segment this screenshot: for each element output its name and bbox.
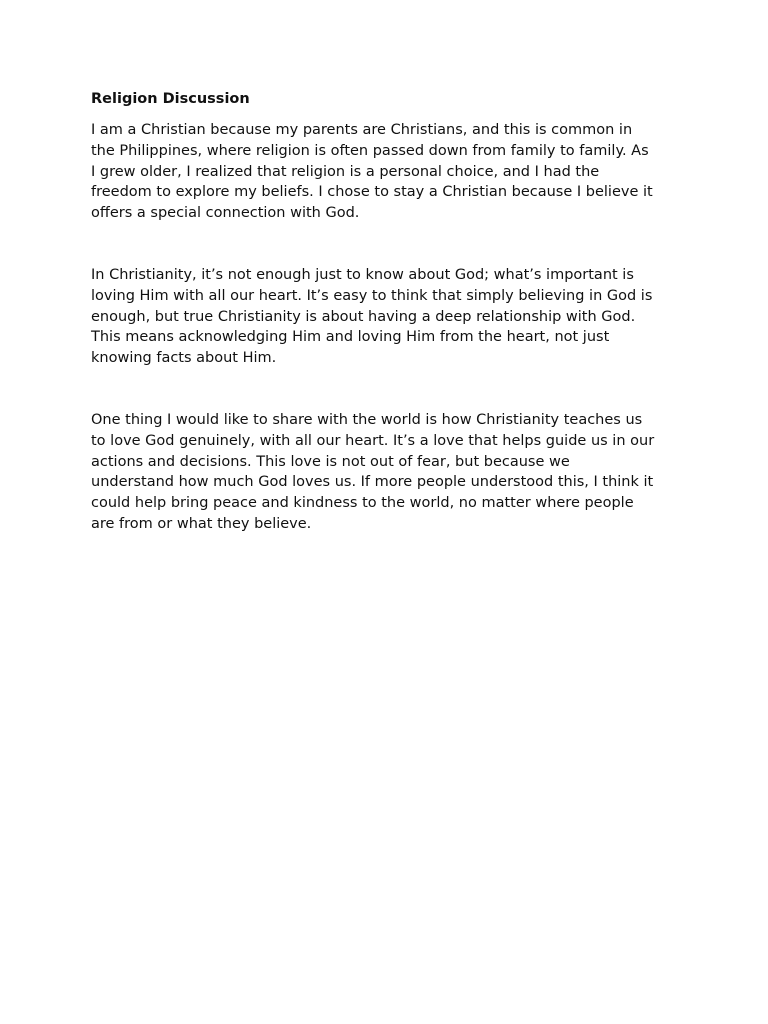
paragraph-2 <box>91 265 681 369</box>
document-page <box>91 89 681 535</box>
paragraph-line: This means acknowledging Him and loving Him from the heart, not just <box>91 329 610 346</box>
document-title: Religion Discussion <box>91 91 250 107</box>
paragraph-line: could help bring peace and kindness to the world, no matter where people <box>91 495 634 512</box>
paragraph-line: actions and decisions. This love is not out of fear, but because we <box>91 453 570 470</box>
paragraph-line: In Christianity, it’s not enough just to know about God; what’s important is <box>91 266 634 283</box>
paragraph-3 <box>91 410 681 535</box>
paragraph-line: One thing I would like to share with the world is how Christianity teaches us <box>91 411 643 428</box>
paragraph-1 <box>91 120 681 224</box>
paragraph-line: I grew older, I realized that religion is a personal choice, and I had the <box>91 163 600 180</box>
paragraph-line: offers a special connection with God. <box>91 205 360 222</box>
paragraph-line: to love God genuinely, with all our heart. It’s a love that helps guide us in our <box>91 432 655 449</box>
paragraph-line: knowing facts about Him. <box>91 350 277 367</box>
paragraph-line: I am a Christian because my parents are Christians, and this is common in <box>91 122 633 138</box>
paragraph-line: the Philippines, where religion is often passed down from family to family. As <box>91 142 649 159</box>
paragraph-line: loving Him with all our heart. It’s easy to think that simply believing in God is <box>91 287 653 304</box>
paragraph-line: are from or what they believe. <box>91 515 312 532</box>
paragraph-line: enough, but true Christianity is about having a deep relationship with God. <box>91 308 636 325</box>
paragraph-line: freedom to explore my beliefs. I chose to stay a Christian because I believe it <box>91 184 653 201</box>
paragraph-line: understand how much God loves us. If more people understood this, I think it <box>91 474 654 491</box>
